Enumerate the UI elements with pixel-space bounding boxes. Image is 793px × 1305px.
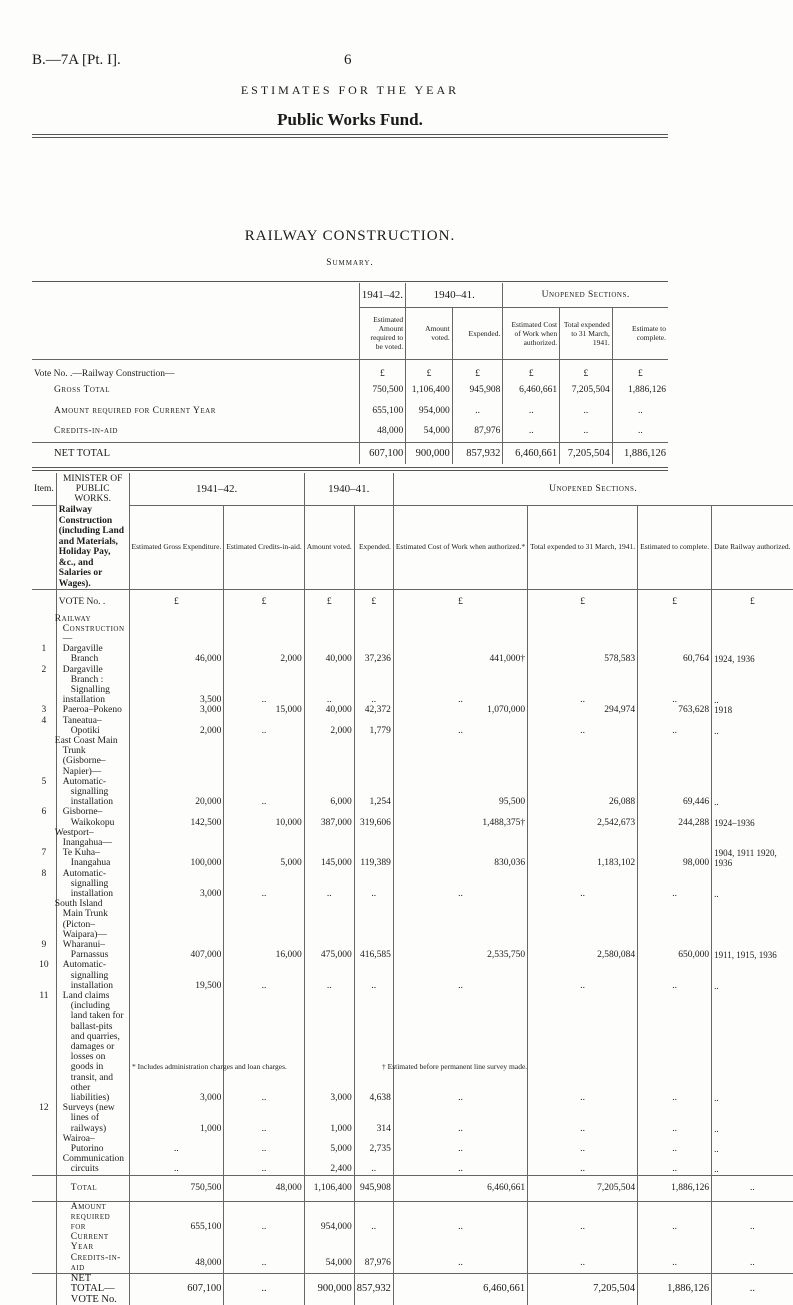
row-value: .. bbox=[354, 960, 393, 991]
row-value bbox=[528, 899, 638, 940]
row-value: 1,000 bbox=[304, 1103, 354, 1134]
summary-col-head: Estimate to complete. bbox=[612, 307, 668, 359]
row-value: 95,500 bbox=[393, 777, 527, 808]
row-value: 60,764 bbox=[638, 644, 712, 664]
row-value bbox=[393, 828, 527, 848]
row-value: .. bbox=[638, 1134, 712, 1154]
row-value: .. bbox=[528, 695, 638, 705]
row-value: .. bbox=[638, 991, 712, 1103]
row-value: .. bbox=[712, 1134, 793, 1154]
row-value: .. bbox=[638, 1103, 712, 1134]
row-value: .. bbox=[528, 1134, 638, 1154]
summary-vote-label: Vote No. .—Railway Construction— bbox=[34, 369, 175, 379]
row-value: 407,000 bbox=[129, 940, 224, 960]
row-value bbox=[224, 736, 304, 777]
total-value: 900,000 bbox=[304, 1274, 354, 1305]
row-value: 441,000† bbox=[393, 644, 527, 664]
total-label: Amount required for Current Year bbox=[56, 1201, 129, 1253]
total-value: .. bbox=[712, 1274, 793, 1305]
item-number: 10 bbox=[39, 960, 49, 971]
summary-group-unopened: Unopened Sections. bbox=[503, 283, 668, 307]
row-value: 1904, 1911 1920, 1936 bbox=[712, 848, 793, 868]
total-value: .. bbox=[712, 1175, 793, 1201]
summary-col-head: Estimated Amount required to be voted. bbox=[359, 307, 406, 359]
row-value: .. bbox=[528, 716, 638, 736]
row-value bbox=[224, 828, 304, 848]
row-value: .. bbox=[712, 777, 793, 808]
summary-net-total-label: NET TOTAL bbox=[54, 447, 111, 459]
table-row bbox=[32, 695, 793, 705]
row-label: Dargaville Branch bbox=[56, 644, 129, 664]
item-number: 7 bbox=[41, 848, 47, 859]
summary-group-1941: 1941–42. bbox=[359, 283, 406, 307]
row-value bbox=[712, 614, 793, 645]
row-value bbox=[638, 736, 712, 777]
row-value: .. bbox=[354, 695, 393, 705]
table-row bbox=[32, 828, 793, 848]
table-row bbox=[32, 665, 793, 696]
row-value: 3,000 bbox=[129, 705, 224, 715]
total-value: 1,886,126 bbox=[638, 1175, 712, 1201]
row-value: .. bbox=[712, 1154, 793, 1175]
row-value: 319,606 bbox=[354, 807, 393, 827]
row-value bbox=[354, 665, 393, 696]
main-group-unopened: Unopened Sections. bbox=[393, 473, 792, 505]
row-value bbox=[638, 899, 712, 940]
row-value: .. bbox=[393, 695, 527, 705]
row-value: 100,000 bbox=[129, 848, 224, 868]
row-value bbox=[712, 899, 793, 940]
item-number bbox=[32, 736, 56, 777]
row-value: 1,488,375† bbox=[393, 807, 527, 827]
minister-heading: MINISTER OF PUBLIC WORKS. bbox=[56, 473, 129, 505]
main-col-head: Amount voted. bbox=[304, 505, 354, 590]
summary-col-head: Estimated Cost of Work when authorized. bbox=[503, 307, 560, 359]
summary-col-head: Expended. bbox=[452, 307, 503, 359]
total-value: 6,460,661 bbox=[393, 1274, 527, 1305]
main-table: Item. MINISTER OF PUBLIC WORKS. 1941–42. 1940–41. Unopened Sections. Railway Construction (including Land and Materials, Holiday Pay, &c., and Salaries or Wages). Estimated Gross Expenditure. Estimated Credits-in-aid. Amount voted. Expended. Estimated Cost of Work when authorized.* Total expended to 31 March, 1941. Estimated to complete. Date Railway authorized. VOTE No. . £ £ £ £ £ £ £ £ Railway Construction— 1 Dargaville Branch 46,000 2,000 40,000 37,236 441,000† 578,583 60,764 1924, 1936 2 Dargaville Branch : Signalling installation 3,500 .. .. .. .. .. .. .. 3 Paeroa–Pokeno 3,000 15,000 40,000 42,372 1,070,000 294,974 763,628 1918 4 Taneatua–Opotiki 2,000 .. 2,000 1,779 .. .. .. .. East Coast Main Trunk (Gisborne–Napier)— 5 Automatic-signalling installation 20,000 .. 6,000 1,254 95,500 26,088 69,446 .. 6 Gisborne–Waikokopu 142,500 10,000 387,000 319,606 1,488,375† 2,542,673 244,288 1924–1936 Westport–Inangahua— 7 Te Kuha–Inangahua 100,000 5,000 145,000 119,389 830,036 1,183,102 98,000 1904, 1911 1920, 1936 8 Automatic-signalling installation 3,000 .. .. .. .. .. .. .. South Island Main Trunk (Picton–Waipara)— 9 Wharanui–Parnassus 407,000 16,000 475,000 416,585 2,535,750 2,580,084 650,000 1911, 1915, 1936 10 Automatic-signalling installation 19,500 .. .. .. .. .. .. .. 11 Land claims (including land taken for ballast-pits and quarries, damages or losses on goods in transit, and other liabilities) 3,000 .. 3,000 4,638 .. .. .. .. 12 Surveys (new lines of railways) 1,000 .. 1,000 314 .. .. .. .. Wairoa–Putorino .. .. 5,000 2,735 .. .. .. .. Communication circuits .. .. 2,400 .. .. .. .. .. Total 750,500 48,000 1,106,400 945,908 6,460,661 7,205,504 1,886,126 .. Amount required for Current Year 655,100 .. 954,000 .. .. .. .. .. Credits-in-aid 48,000 .. 54,000 87,976 .. .. .. .. NET TOTAL—VOTE No. 607,100 .. 900,000 857,932 6,460,661 7,205,504 1,886,126 .. bbox=[34, 473, 791, 1305]
summary-table: 1941–42. 1940–41. Unopened Sections. Estimated Amount required to be voted. Amount voted. Expended. Estimated Cost of Work when authorized. Total expended to 31 March, 1941. Estimate to complete. Vote No. .—Railway Construction— £ £ £ £ £ £ Gross Total 750,500 1,106,400 945,908 6,460,661 7,205,504 1,886,126 Amount required for Current Year 655,100 954,000 .. .. .. .. Credits-in-aid 48,000 54,000 87,976 .. .. .. NET TOTAL 607,100 900,000 857,932 6,460,661 7,205,504 1,886,126 bbox=[32, 283, 668, 464]
row-value: 69,446 bbox=[638, 777, 712, 808]
row-value: 1918 bbox=[712, 705, 793, 715]
row-value: 10,000 bbox=[224, 807, 304, 827]
estimates-title: ESTIMATES FOR THE YEAR bbox=[240, 83, 460, 97]
row-value: 244,288 bbox=[638, 807, 712, 827]
row-value: 15,000 bbox=[224, 705, 304, 715]
row-value: 294,974 bbox=[528, 705, 638, 715]
footnote-asterisk: * Includes administration charges and loan charges. bbox=[132, 1062, 287, 1071]
summary-col-head: Amount voted. bbox=[406, 307, 453, 359]
row-value bbox=[304, 665, 354, 696]
row-value: 6,000 bbox=[304, 777, 354, 808]
row-value: 5,000 bbox=[224, 848, 304, 868]
total-label: Total bbox=[56, 1175, 129, 1201]
section-title: RAILWAY CONSTRUCTION. bbox=[244, 228, 456, 244]
row-value: 119,389 bbox=[354, 848, 393, 868]
row-label: Communication circuits bbox=[56, 1154, 129, 1175]
row-value: 763,628 bbox=[638, 705, 712, 715]
row-value: .. bbox=[393, 991, 527, 1103]
row-value: .. bbox=[224, 1154, 304, 1175]
row-label: Surveys (new lines of railways) bbox=[56, 1103, 129, 1134]
row-value: .. bbox=[393, 869, 527, 900]
row-label: Wairoa–Putorino bbox=[56, 1134, 129, 1154]
footnote-dagger: † Estimated before permanent line survey made. bbox=[382, 1062, 528, 1071]
row-label: East Coast Main Trunk (Gisborne–Napier)— bbox=[56, 736, 129, 777]
row-value: 1,254 bbox=[354, 777, 393, 808]
table-row bbox=[32, 960, 793, 991]
main-col-head: Expended. bbox=[354, 505, 393, 590]
item-number bbox=[32, 1134, 56, 1154]
item-number bbox=[32, 1274, 56, 1305]
row-value: 1,183,102 bbox=[528, 848, 638, 868]
row-value: 2,735 bbox=[354, 1134, 393, 1154]
row-value: .. bbox=[129, 1134, 224, 1154]
summary-col-head: Total expended to 31 March, 1941. bbox=[560, 307, 613, 359]
total-value: 607,100 bbox=[129, 1274, 224, 1305]
row-label: Railway Construction— bbox=[56, 614, 129, 645]
row-label: Westport–Inangahua— bbox=[56, 828, 129, 848]
row-value bbox=[528, 665, 638, 696]
summary-group-1940: 1940–41. bbox=[406, 283, 503, 307]
total-value: 750,500 bbox=[129, 1175, 224, 1201]
total-value: .. bbox=[712, 1201, 793, 1253]
total-label: NET TOTAL—VOTE No. bbox=[56, 1274, 129, 1305]
item-number: 8 bbox=[41, 868, 47, 879]
row-value bbox=[638, 614, 712, 645]
total-value: .. bbox=[393, 1253, 527, 1274]
row-value bbox=[304, 736, 354, 777]
main-col-head: Estimated Credits-in-aid. bbox=[224, 505, 304, 590]
total-value: .. bbox=[393, 1201, 527, 1253]
row-value: 3,000 bbox=[304, 991, 354, 1103]
row-label: Te Kuha–Inangahua bbox=[56, 848, 129, 868]
total-value: .. bbox=[638, 1253, 712, 1274]
summary-row-label: Amount required for Current Year bbox=[54, 405, 216, 416]
row-value: .. bbox=[224, 716, 304, 736]
header-rule-2 bbox=[32, 137, 668, 138]
main-col-head: Total expended to 31 March, 1941. bbox=[528, 505, 638, 590]
row-value: 4,638 bbox=[354, 991, 393, 1103]
table-row bbox=[32, 1103, 793, 1134]
row-value: 20,000 bbox=[129, 777, 224, 808]
row-value: .. bbox=[224, 695, 304, 705]
item-number: 12 bbox=[39, 1103, 49, 1114]
row-value bbox=[354, 828, 393, 848]
row-value: .. bbox=[638, 695, 712, 705]
table-row bbox=[32, 899, 793, 940]
table-row bbox=[32, 807, 793, 827]
row-value: .. bbox=[528, 991, 638, 1103]
row-value: .. bbox=[304, 869, 354, 900]
total-value: 7,205,504 bbox=[528, 1175, 638, 1201]
row-value: .. bbox=[712, 716, 793, 736]
row-value bbox=[528, 736, 638, 777]
table-row bbox=[32, 777, 793, 808]
row-value: 416,585 bbox=[354, 940, 393, 960]
row-value: .. bbox=[224, 960, 304, 991]
row-value: .. bbox=[712, 695, 793, 705]
row-value: .. bbox=[224, 1103, 304, 1134]
row-value bbox=[712, 736, 793, 777]
row-value bbox=[528, 828, 638, 848]
row-label: Automatic-signalling installation bbox=[56, 777, 129, 808]
header-rule bbox=[32, 134, 668, 135]
row-value: .. bbox=[638, 960, 712, 991]
total-value: 954,000 bbox=[304, 1201, 354, 1253]
total-value: 54,000 bbox=[304, 1253, 354, 1274]
document-reference: B.—7A [Pt. I]. bbox=[32, 52, 121, 68]
total-value: .. bbox=[224, 1274, 304, 1305]
row-value: 26,088 bbox=[528, 777, 638, 808]
row-value: .. bbox=[638, 869, 712, 900]
total-value: 6,460,661 bbox=[393, 1175, 527, 1201]
row-label: Taneatua–Opotiki bbox=[56, 716, 129, 736]
item-number bbox=[32, 695, 56, 705]
page-number: 6 bbox=[344, 52, 352, 68]
row-value: 3,500 bbox=[129, 695, 224, 705]
total-value: 1,106,400 bbox=[304, 1175, 354, 1201]
row-value: 42,372 bbox=[354, 705, 393, 715]
row-value bbox=[129, 665, 224, 696]
row-value: .. bbox=[712, 1103, 793, 1134]
total-row bbox=[32, 1201, 793, 1253]
item-number bbox=[32, 828, 56, 848]
row-value: .. bbox=[304, 960, 354, 991]
row-value: .. bbox=[712, 869, 793, 900]
row-value: 40,000 bbox=[304, 644, 354, 664]
row-value: .. bbox=[354, 869, 393, 900]
row-label: Land claims (including land taken for ballast-pits and quarries, damages or losses on goods in transit, and other liabilities) bbox=[56, 991, 129, 1103]
item-number: 3 bbox=[41, 705, 47, 716]
main-col-head: Estimated Gross Expenditure. bbox=[129, 505, 224, 590]
item-number: 1 bbox=[41, 644, 47, 655]
row-value: 46,000 bbox=[129, 644, 224, 664]
row-value: 2,000 bbox=[304, 716, 354, 736]
row-value: .. bbox=[224, 869, 304, 900]
row-label: South Island Main Trunk (Picton–Waipara)— bbox=[56, 899, 129, 940]
row-value: 37,236 bbox=[354, 644, 393, 664]
row-value bbox=[354, 736, 393, 777]
row-value bbox=[393, 665, 527, 696]
row-value: 314 bbox=[354, 1103, 393, 1134]
total-value: .. bbox=[638, 1201, 712, 1253]
row-value: 5,000 bbox=[304, 1134, 354, 1154]
row-label: Dargaville Branch : Signalling bbox=[56, 665, 129, 696]
main-col-head: Date Railway authorized. bbox=[712, 505, 793, 590]
row-value: 578,583 bbox=[528, 644, 638, 664]
item-number: 11 bbox=[39, 991, 49, 1002]
row-value: 830,036 bbox=[393, 848, 527, 868]
row-value bbox=[712, 665, 793, 696]
row-value bbox=[354, 614, 393, 645]
row-value bbox=[393, 899, 527, 940]
fund-title: Public Works Fund. bbox=[277, 110, 423, 129]
row-label: Automatic-signalling installation bbox=[56, 960, 129, 991]
total-row bbox=[32, 1253, 793, 1274]
row-value: .. bbox=[638, 716, 712, 736]
total-value: .. bbox=[528, 1253, 638, 1274]
row-value: .. bbox=[393, 1134, 527, 1154]
table-row bbox=[32, 1154, 793, 1175]
total-value: 655,100 bbox=[129, 1201, 224, 1253]
row-value: 98,000 bbox=[638, 848, 712, 868]
total-row bbox=[32, 1274, 793, 1305]
item-number: 2 bbox=[41, 664, 47, 675]
row-value: 1,070,000 bbox=[393, 705, 527, 715]
row-value bbox=[129, 736, 224, 777]
row-value: 3,000 bbox=[129, 991, 224, 1103]
row-value bbox=[129, 614, 224, 645]
item-column-head: Item. bbox=[32, 473, 56, 505]
total-value: 48,000 bbox=[224, 1175, 304, 1201]
table-row bbox=[32, 705, 793, 715]
row-value: .. bbox=[528, 1103, 638, 1134]
row-value: 1924–1936 bbox=[712, 807, 793, 827]
row-value bbox=[393, 614, 527, 645]
main-group-1940: 1940–41. bbox=[304, 473, 393, 505]
row-value: .. bbox=[224, 991, 304, 1103]
row-value: 2,000 bbox=[129, 716, 224, 736]
row-value bbox=[712, 828, 793, 848]
table-row bbox=[32, 940, 793, 960]
row-value: .. bbox=[393, 960, 527, 991]
item-number bbox=[32, 1175, 56, 1201]
table-row bbox=[32, 736, 793, 777]
item-number bbox=[32, 899, 56, 940]
vote-description: Railway Construction (including Land and Materials, Holiday Pay, &c., and Salaries or Wages). bbox=[56, 505, 129, 590]
total-value: .. bbox=[224, 1253, 304, 1274]
item-number bbox=[32, 1201, 56, 1253]
table-row bbox=[32, 991, 793, 1103]
row-value: .. bbox=[393, 716, 527, 736]
row-value: .. bbox=[528, 1154, 638, 1175]
total-value: .. bbox=[354, 1201, 393, 1253]
row-value: .. bbox=[224, 777, 304, 808]
row-value: 1,000 bbox=[129, 1103, 224, 1134]
row-value: 2,000 bbox=[224, 644, 304, 664]
item-number: 6 bbox=[41, 807, 47, 818]
table-row bbox=[32, 869, 793, 900]
summary-row-label: Gross Total bbox=[54, 384, 110, 395]
row-label: Gisborne–Waikokopu bbox=[56, 807, 129, 827]
row-label: Wharanui–Parnassus bbox=[56, 940, 129, 960]
row-value: 650,000 bbox=[638, 940, 712, 960]
total-value: 48,000 bbox=[129, 1253, 224, 1274]
total-value: 945,908 bbox=[354, 1175, 393, 1201]
table-row bbox=[32, 848, 793, 868]
item-number bbox=[32, 1154, 56, 1175]
vote-number: VOTE No. . bbox=[56, 590, 129, 614]
total-value: .. bbox=[528, 1201, 638, 1253]
row-value: 2,580,084 bbox=[528, 940, 638, 960]
row-value: .. bbox=[393, 1154, 527, 1175]
row-value: 2,542,673 bbox=[528, 807, 638, 827]
row-value: 142,500 bbox=[129, 807, 224, 827]
row-value: 19,500 bbox=[129, 960, 224, 991]
summary-row-label: Credits-in-aid bbox=[54, 426, 118, 437]
row-value: 1,779 bbox=[354, 716, 393, 736]
total-value: .. bbox=[712, 1253, 793, 1274]
row-value bbox=[129, 828, 224, 848]
row-value: 2,400 bbox=[304, 1154, 354, 1175]
row-value: 16,000 bbox=[224, 940, 304, 960]
row-value bbox=[638, 665, 712, 696]
row-value bbox=[393, 736, 527, 777]
row-value: 3,000 bbox=[129, 869, 224, 900]
row-value: 387,000 bbox=[304, 807, 354, 827]
table-row bbox=[32, 614, 793, 645]
row-label: installation bbox=[56, 695, 129, 705]
total-label: Credits-in-aid bbox=[56, 1253, 129, 1274]
item-number bbox=[32, 614, 56, 645]
row-value: 2,535,750 bbox=[393, 940, 527, 960]
row-value bbox=[304, 899, 354, 940]
main-col-head: Estimated to complete. bbox=[638, 505, 712, 590]
item-number: 9 bbox=[41, 940, 47, 950]
row-value: 475,000 bbox=[304, 940, 354, 960]
row-value bbox=[354, 899, 393, 940]
total-value: 857,932 bbox=[354, 1274, 393, 1305]
row-value: .. bbox=[129, 1154, 224, 1175]
row-value: .. bbox=[712, 960, 793, 991]
total-value: 7,205,504 bbox=[528, 1274, 638, 1305]
row-value: .. bbox=[712, 991, 793, 1103]
row-value bbox=[304, 828, 354, 848]
total-value: 1,886,126 bbox=[638, 1274, 712, 1305]
row-value: .. bbox=[354, 1154, 393, 1175]
table-row bbox=[32, 1134, 793, 1154]
item-number: 4 bbox=[41, 715, 47, 726]
row-value bbox=[129, 899, 224, 940]
row-value: .. bbox=[638, 1154, 712, 1175]
row-value: .. bbox=[393, 1103, 527, 1134]
row-value: 40,000 bbox=[304, 705, 354, 715]
row-value: .. bbox=[224, 1134, 304, 1154]
row-value: .. bbox=[528, 960, 638, 991]
row-value: 145,000 bbox=[304, 848, 354, 868]
summary-heading: Summary. bbox=[326, 258, 374, 268]
table-row bbox=[32, 716, 793, 736]
total-value: .. bbox=[224, 1201, 304, 1253]
row-value: 1924, 1936 bbox=[712, 644, 793, 664]
row-label: Paeroa–Pokeno bbox=[56, 705, 129, 715]
row-value: 1911, 1915, 1936 bbox=[712, 940, 793, 960]
row-value bbox=[528, 614, 638, 645]
total-value: 87,976 bbox=[354, 1253, 393, 1274]
table-row bbox=[32, 644, 793, 664]
row-value bbox=[224, 614, 304, 645]
row-value bbox=[224, 899, 304, 940]
row-value bbox=[638, 828, 712, 848]
row-value: .. bbox=[304, 695, 354, 705]
item-number: 5 bbox=[41, 776, 47, 787]
row-value bbox=[304, 614, 354, 645]
main-group-1941: 1941–42. bbox=[129, 473, 304, 505]
total-row bbox=[32, 1175, 793, 1201]
row-value bbox=[224, 665, 304, 696]
item-number bbox=[32, 1253, 56, 1274]
main-col-head: Estimated Cost of Work when authorized.* bbox=[393, 505, 527, 590]
row-value: .. bbox=[528, 869, 638, 900]
row-label: Automatic-signalling installation bbox=[56, 869, 129, 900]
